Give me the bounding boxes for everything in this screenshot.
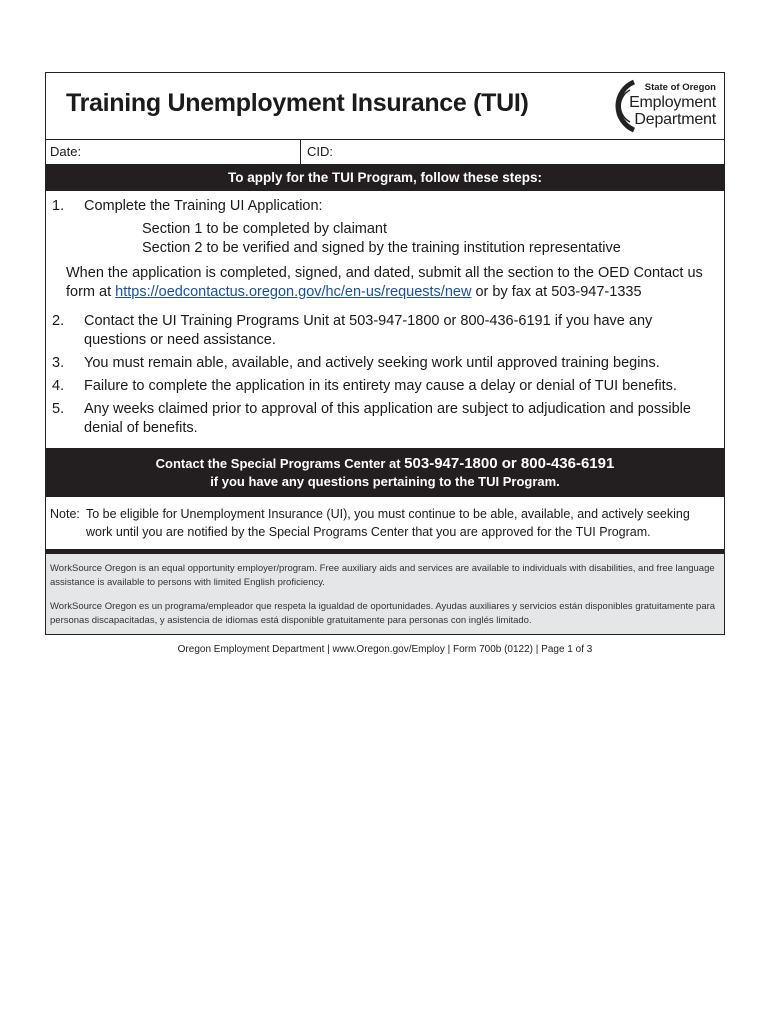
date-cid-row <box>46 140 724 165</box>
disclaimer-english: WorkSource Oregon is an equal opportunity employer/program. Free auxiliary aids and services are available to individuals with disabilities, and free language assistance is available to persons with limited English proficiency. <box>50 563 715 588</box>
note-text: To be eligible for Unemployment Insurance (UI), you must continue to be able, available, and actively seeking work until you are notified by the Special Programs Center that you are approved for the TUI Program. <box>86 507 690 539</box>
note-label: Note: <box>50 507 80 521</box>
date-label: Date: <box>50 144 82 159</box>
cid-field[interactable] <box>301 140 724 164</box>
step-number: 2. <box>52 313 65 329</box>
page-footer: Oregon Employment Department | www.Oregon.gov/Employ | Form 700b (0122) | Page 1 of 3 <box>177 644 593 655</box>
contact-phones: 503-947-1800 or 800-436-6191 <box>404 455 615 472</box>
step-4 <box>52 377 716 396</box>
step-number: 1. <box>52 198 65 214</box>
disclaimer-spanish: WorkSource Oregon es un programa/empleador que respeta la igualdad de oportunidades. Ayudas auxiliares y servicios están disponibles gratuitamente para personas discapacitadas, y asistencia de idiomas está disponible gratuitamente para personas con inglés limitado. <box>50 601 716 626</box>
contact-banner <box>46 448 724 497</box>
step-1 <box>52 197 716 216</box>
contact-line-2: if you have any questions pertaining to the TUI Program. <box>210 474 560 489</box>
step-1-sub-1: Section 1 to be completed by claimant <box>142 221 388 237</box>
contact-prefix: Contact the Special Programs Center at <box>155 456 405 471</box>
step-1-sub-2: Section 2 to be verified and signed by the training institution representative <box>142 240 621 256</box>
logo-state-text: State of Oregon <box>644 82 716 93</box>
disclaimer-box <box>46 554 724 634</box>
submit-text-after: or by fax at 503-947-1335 <box>471 284 642 300</box>
step-2 <box>52 312 716 350</box>
steps-list <box>46 191 724 448</box>
step-3 <box>52 354 716 373</box>
contact-line-1 <box>46 455 724 473</box>
step-5 <box>52 400 716 438</box>
form-title: Training Unemployment Insurance (TUI) <box>66 89 529 117</box>
submit-text-before: When the application is completed, signed, and dated, submit all the section to the OED Contact us form at <box>66 265 703 300</box>
step-text: You must remain able, available, and actively seeking work until approved training begins. <box>84 355 660 371</box>
step-number: 5. <box>52 401 65 417</box>
logo-employment-text: Employment <box>629 94 716 111</box>
logo-department-text: Department <box>634 111 716 128</box>
submit-instructions <box>52 264 716 302</box>
date-field[interactable] <box>46 140 301 164</box>
steps-heading: To apply for the TUI Program, follow these steps: <box>46 165 724 191</box>
eligibility-note <box>46 497 724 554</box>
tui-form <box>45 72 725 635</box>
step-text: Failure to complete the application in its entirety may cause a delay or denial of TUI benefits. <box>84 378 677 394</box>
step-text: Any weeks claimed prior to approval of this application are subject to adjudication and possible denial of benefits. <box>84 401 691 436</box>
form-header <box>46 73 724 140</box>
step-text: Contact the UI Training Programs Unit at 503-947-1800 or 800-436-6191 if you have any questions or need assistance. <box>84 313 653 348</box>
step-number: 3. <box>52 355 65 371</box>
oed-logo <box>600 78 718 134</box>
cid-label: CID: <box>307 144 333 159</box>
oed-contact-link[interactable]: https://oedcontactus.oregon.gov/hc/en-us/requests/new <box>115 284 472 300</box>
step-text: Complete the Training UI Application: <box>84 198 323 214</box>
step-number: 4. <box>52 378 65 394</box>
